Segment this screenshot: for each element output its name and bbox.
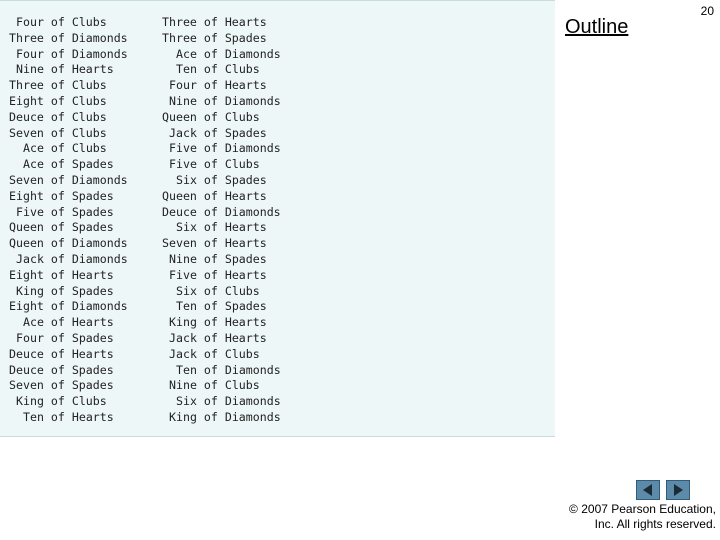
left-arrow-icon — [637, 481, 659, 499]
card-right: Five of Clubs — [169, 157, 260, 172]
console-row — [0, 251, 555, 267]
console-row — [0, 93, 555, 109]
console-row — [0, 125, 555, 141]
console-row — [0, 377, 555, 393]
card-left: Four of Clubs — [16, 15, 107, 29]
console-row — [0, 314, 555, 330]
console-row — [0, 188, 555, 204]
card-right: Ten of Spades — [176, 299, 267, 314]
card-left: Queen of Spades — [9, 220, 114, 235]
card-right: Queen of Hearts — [162, 188, 267, 203]
card-right: Three of Spades — [162, 30, 267, 45]
console-row — [0, 14, 555, 30]
card-right: Six of Spades — [176, 173, 267, 187]
copyright-notice — [560, 502, 716, 532]
card-left: Ten of Hearts — [23, 410, 114, 424]
card-left: Ace of Spades — [23, 157, 114, 172]
card-right: Ten of Clubs — [176, 62, 260, 77]
console-row — [0, 283, 555, 299]
card-left: Five of Spades — [16, 204, 114, 219]
page-number: 20 — [700, 4, 714, 18]
outline-link[interactable]: Outline — [565, 16, 629, 38]
card-left: Eight of Hearts — [9, 267, 114, 282]
card-right: Five of Hearts — [169, 267, 267, 282]
card-right: Seven of Hearts — [162, 236, 267, 251]
card-left: Eight of Clubs — [9, 94, 107, 108]
card-right: Deuce of Diamonds — [162, 204, 281, 219]
card-left: King of Spades — [16, 283, 114, 298]
card-left: Seven of Clubs — [9, 125, 107, 140]
card-right: Ace of Diamonds — [176, 46, 281, 61]
console-row — [0, 61, 555, 77]
card-left: Deuce of Hearts — [9, 346, 114, 361]
card-left: Eight of Spades — [9, 188, 114, 203]
card-left: Three of Diamonds — [9, 30, 128, 45]
card-right: Queen of Clubs — [162, 109, 260, 124]
console-row — [0, 330, 555, 346]
card-right: Three of Hearts — [162, 15, 267, 29]
card-left: King of Clubs — [16, 394, 107, 409]
card-left: Eight of Diamonds — [9, 299, 128, 314]
card-left: Seven of Spades — [9, 378, 114, 393]
console-row — [0, 77, 555, 93]
copyright-line-1: © 2007 Pearson Education, — [569, 502, 716, 516]
console-row — [0, 267, 555, 283]
card-left: Four of Spades — [16, 331, 114, 345]
console-row — [0, 140, 555, 156]
console-row — [0, 346, 555, 362]
card-right: Nine of Spades — [169, 252, 267, 266]
card-left: Four of Diamonds — [16, 46, 128, 61]
copyright-line-2: Inc. All rights reserved. — [594, 517, 716, 531]
card-left: Deuce of Clubs — [9, 109, 107, 124]
card-right: Four of Hearts — [169, 78, 267, 93]
card-right: Ten of Diamonds — [176, 362, 281, 377]
console-row — [0, 235, 555, 251]
card-left: Nine of Hearts — [16, 62, 114, 77]
console-row — [0, 30, 555, 46]
card-right: Six of Clubs — [176, 283, 260, 298]
console-row — [0, 362, 555, 378]
console-row — [0, 219, 555, 235]
card-right: Nine of Clubs — [169, 378, 260, 393]
next-slide-button[interactable] — [666, 480, 690, 500]
console-row — [0, 156, 555, 172]
card-left: Seven of Diamonds — [9, 173, 128, 187]
console-row — [0, 172, 555, 188]
card-left: Deuce of Spades — [9, 362, 114, 377]
right-arrow-icon — [667, 481, 689, 499]
card-right: Jack of Clubs — [169, 346, 260, 361]
card-left: Queen of Diamonds — [9, 236, 128, 251]
console-row — [0, 109, 555, 125]
console-row — [0, 409, 555, 425]
card-right: Six of Diamonds — [176, 394, 281, 409]
console-row — [0, 46, 555, 62]
card-right: King of Diamonds — [169, 410, 281, 424]
card-right: Five of Diamonds — [169, 141, 281, 156]
card-left: Jack of Diamonds — [16, 252, 128, 266]
console-row — [0, 204, 555, 220]
card-left: Ace of Hearts — [23, 315, 114, 330]
card-right: King of Hearts — [169, 315, 267, 330]
card-right: Jack of Spades — [169, 125, 267, 140]
card-right: Six of Hearts — [176, 220, 267, 235]
console-row — [0, 298, 555, 314]
card-left: Three of Clubs — [9, 78, 107, 93]
card-right: Jack of Hearts — [169, 331, 267, 345]
card-right: Nine of Diamonds — [169, 94, 281, 108]
previous-slide-button[interactable] — [636, 480, 660, 500]
card-left: Ace of Clubs — [23, 141, 107, 156]
console-row — [0, 393, 555, 409]
